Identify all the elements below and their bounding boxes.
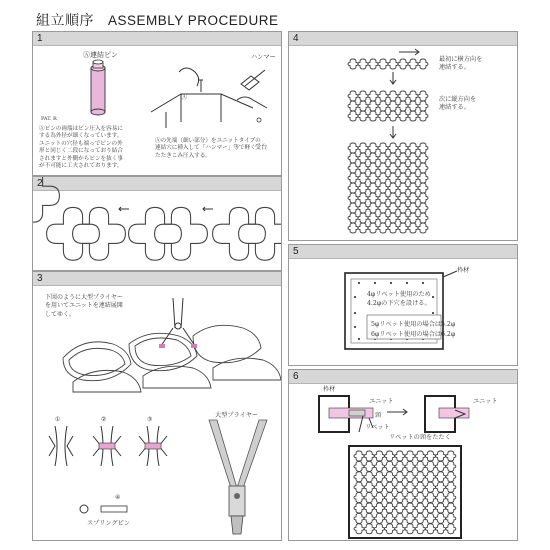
lattice-unit <box>358 101 368 111</box>
connecting-pin-illustration <box>85 62 115 122</box>
lattice-unit <box>436 503 446 513</box>
lattice-unit <box>408 153 418 163</box>
lattice-unit <box>398 91 408 101</box>
lattice-unit <box>378 59 388 69</box>
lattice-unit <box>405 472 415 482</box>
lattice-unit <box>358 111 368 121</box>
lattice-unit <box>388 183 398 193</box>
lattice-unit <box>425 472 435 482</box>
lattice-unit <box>398 111 408 121</box>
rivet-label: リベット <box>365 424 390 431</box>
lattice-unit <box>436 451 446 461</box>
lattice-unit <box>348 173 358 183</box>
lattice-unit <box>436 472 446 482</box>
lattice-unit <box>446 493 456 503</box>
lattice-unit <box>354 451 364 461</box>
lattice-unit <box>368 173 378 183</box>
lattice-unit <box>354 524 364 534</box>
lattice-unit <box>368 223 378 233</box>
step-1-label: ① <box>55 416 61 423</box>
lattice-unit <box>398 213 408 223</box>
lattice-unit <box>368 183 378 193</box>
lattice-unit <box>368 193 378 203</box>
panel-number: 1 <box>37 33 43 44</box>
lattice-unit <box>374 503 384 513</box>
frame-label: 枠材 <box>457 267 470 274</box>
lattice-unit <box>405 513 415 523</box>
panel-header <box>33 272 281 286</box>
lattice-unit <box>368 101 378 111</box>
lattice-unit <box>388 213 398 223</box>
lattice-unit <box>368 91 378 101</box>
lattice-unit <box>348 153 358 163</box>
lattice-unit <box>398 173 408 183</box>
lattice-unit <box>374 482 384 492</box>
panel-number: 6 <box>293 371 299 382</box>
lattice-unit <box>446 482 456 492</box>
lattice-unit <box>388 173 398 183</box>
assembly-sequence-grids <box>289 44 518 241</box>
lattice-unit <box>446 503 456 513</box>
lattice-unit <box>446 524 456 534</box>
lattice-unit <box>358 203 368 213</box>
lattice-unit <box>418 193 428 203</box>
lattice-unit <box>358 183 368 193</box>
lattice-unit <box>378 163 388 173</box>
lattice-unit <box>358 213 368 223</box>
lattice-unit <box>368 203 378 213</box>
panel-number: 2 <box>37 178 43 189</box>
lattice-unit <box>385 482 395 492</box>
lattice-unit <box>388 223 398 233</box>
lattice-unit <box>398 163 408 173</box>
lattice-unit <box>368 59 378 69</box>
hammer-illustration <box>141 50 281 130</box>
lattice-unit <box>446 472 456 482</box>
note-horizontal: 最初に横方向を 連結する。 <box>439 56 483 72</box>
lattice-unit <box>388 163 398 173</box>
lattice-unit <box>415 472 425 482</box>
panel-1 <box>32 31 282 176</box>
lattice-unit <box>446 461 456 471</box>
lattice-unit <box>395 482 405 492</box>
lattice-unit <box>405 482 415 492</box>
lattice-unit <box>405 461 415 471</box>
lattice-unit <box>358 59 368 69</box>
lattice-unit <box>395 451 405 461</box>
lattice-unit <box>408 111 418 121</box>
lattice-unit <box>415 451 425 461</box>
lattice-unit <box>408 101 418 111</box>
lattice-unit <box>348 163 358 173</box>
lattice-unit <box>348 111 358 121</box>
step-2-label: ② <box>101 416 107 423</box>
lattice-unit <box>408 223 418 233</box>
lattice-unit <box>415 503 425 513</box>
lattice-unit <box>378 203 388 213</box>
step-4-label: ④ <box>115 494 121 501</box>
lattice-unit <box>374 513 384 523</box>
panel-6 <box>288 369 518 541</box>
lattice-unit <box>408 193 418 203</box>
right-arrow-icon <box>399 49 419 55</box>
lattice-unit <box>354 461 364 471</box>
lattice-unit <box>388 111 398 121</box>
lattice-unit <box>348 213 358 223</box>
lattice-unit <box>408 163 418 173</box>
lattice-unit <box>418 153 428 163</box>
framed-panel-grid <box>289 442 518 541</box>
lattice-unit <box>408 143 418 153</box>
spring-pin-label: スプリングピン <box>87 520 130 527</box>
drill-note-line2: 4.2φの下穴を設ける。 <box>367 300 431 307</box>
panel-header <box>33 32 281 46</box>
lattice-unit <box>408 203 418 213</box>
lattice-unit <box>398 143 408 153</box>
lattice-unit <box>358 163 368 173</box>
lattice-unit <box>388 101 398 111</box>
lattice-unit <box>374 493 384 503</box>
lattice-unit <box>385 472 395 482</box>
lattice-unit <box>405 503 415 513</box>
lattice-unit <box>378 153 388 163</box>
lattice-unit <box>358 91 368 101</box>
page-title <box>36 10 279 30</box>
callout-a: Ⓐ <box>181 94 188 101</box>
lattice-unit <box>378 101 388 111</box>
lattice-unit <box>358 223 368 233</box>
lattice-unit <box>364 472 374 482</box>
lattice-unit <box>368 143 378 153</box>
lattice-unit <box>418 59 428 69</box>
down-arrow-icon <box>390 72 396 84</box>
receiver-label: 受台 <box>255 144 268 151</box>
lattice-unit <box>374 461 384 471</box>
note-vertical: 次に縦方向を 連結する。 <box>439 96 477 112</box>
lattice-unit <box>358 173 368 183</box>
lattice-unit <box>388 193 398 203</box>
lattice-unit <box>425 461 435 471</box>
drill-note-6mm: 6φリベット使用の場合は6.2φ <box>371 331 456 338</box>
lattice-unit <box>415 493 425 503</box>
lattice-unit <box>385 461 395 471</box>
lattice-unit <box>385 451 395 461</box>
lattice-unit <box>418 143 428 153</box>
lattice-unit <box>374 451 384 461</box>
lattice-unit <box>348 223 358 233</box>
pat-label: PAT. R <box>41 116 57 122</box>
lattice-unit <box>385 493 395 503</box>
lattice-unit <box>395 472 405 482</box>
unit-linking-diagram <box>33 191 282 271</box>
lattice-unit <box>398 223 408 233</box>
panel-3 <box>32 271 282 541</box>
lattice-unit <box>378 223 388 233</box>
lattice-unit <box>395 461 405 471</box>
lattice-unit <box>408 59 418 69</box>
lattice-unit <box>388 59 398 69</box>
lattice-unit <box>358 153 368 163</box>
lattice-unit <box>354 493 364 503</box>
drill-note-line1: 4φリベット使用のため <box>367 291 431 298</box>
lattice-unit <box>364 451 374 461</box>
lattice-unit <box>398 101 408 111</box>
lattice-unit <box>388 153 398 163</box>
lattice-unit <box>348 101 358 111</box>
frame-drilling-diagram <box>289 257 518 366</box>
lattice-unit <box>436 493 446 503</box>
lattice-unit <box>415 461 425 471</box>
unit-label-left: ユニット <box>369 398 394 405</box>
unit-label-right: ユニット <box>473 398 498 405</box>
lattice-unit <box>368 111 378 121</box>
lattice-unit <box>358 193 368 203</box>
lattice-unit <box>364 524 374 534</box>
lattice-unit <box>378 143 388 153</box>
neck-label: 頸 <box>375 412 382 419</box>
lattice-unit <box>388 203 398 213</box>
lattice-unit <box>368 163 378 173</box>
lattice-unit <box>425 451 435 461</box>
panel-2 <box>32 176 282 271</box>
lattice-unit <box>354 472 364 482</box>
lattice-unit <box>348 193 358 203</box>
frame-label: 枠材 <box>323 386 336 393</box>
lattice-unit <box>418 173 428 183</box>
lattice-unit <box>385 524 395 534</box>
lattice-unit <box>395 493 405 503</box>
lattice-unit <box>358 143 368 153</box>
panel-header <box>33 177 281 191</box>
lattice-unit <box>395 513 405 523</box>
plier-linking-illustration <box>33 288 282 398</box>
lattice-unit <box>385 513 395 523</box>
panel-4 <box>288 31 518 241</box>
lattice-unit <box>408 91 418 101</box>
lattice-unit <box>446 451 456 461</box>
lattice-unit <box>418 223 428 233</box>
title-jp: 組立順序 <box>36 13 94 29</box>
lattice-unit <box>388 91 398 101</box>
lattice-unit <box>364 461 374 471</box>
lattice-unit <box>408 173 418 183</box>
lattice-unit <box>378 213 388 223</box>
lattice-unit <box>348 91 358 101</box>
lattice-unit <box>408 183 418 193</box>
lattice-unit <box>385 503 395 513</box>
lattice-unit <box>368 213 378 223</box>
panel-5 <box>288 244 518 366</box>
lattice-unit <box>378 111 388 121</box>
lattice-unit <box>415 513 425 523</box>
lattice-unit <box>408 213 418 223</box>
lattice-unit <box>348 143 358 153</box>
lattice-unit <box>425 493 435 503</box>
lattice-unit <box>378 91 388 101</box>
plier-instruction: 下図のように大型プライヤー を用いてユニットを連結展開 してゆく。 <box>45 294 123 318</box>
lattice-unit <box>354 513 364 523</box>
lattice-unit <box>436 513 446 523</box>
panel-header <box>289 370 517 384</box>
lattice-unit <box>395 524 405 534</box>
lattice-unit <box>348 183 358 193</box>
big-plier-label: 大型プライヤー <box>215 412 259 419</box>
lattice-unit <box>398 203 408 213</box>
hammer-label: ハンマー <box>251 54 276 61</box>
lattice-unit <box>405 451 415 461</box>
lattice-unit <box>415 482 425 492</box>
lattice-unit <box>418 101 428 111</box>
down-arrow-icon <box>390 126 396 138</box>
step-3-label: ③ <box>147 416 153 423</box>
lattice-unit <box>425 482 435 492</box>
lattice-unit <box>364 493 374 503</box>
pin-description: Ⓐピンの両端はピン圧入を容易に する為外径が細くなっています。 ユニットの穴径も端っでピンの外 形と同じく二段になっており結合 されますと外側からピンを抜く事 が不可能に工夫されております。 <box>39 126 123 170</box>
lattice-unit <box>364 513 374 523</box>
panel-number: 4 <box>293 33 299 44</box>
lattice-unit <box>368 153 378 163</box>
lattice-unit <box>418 91 428 101</box>
lattice-unit <box>418 163 428 173</box>
lattice-unit <box>446 513 456 523</box>
pin-label: Ⓐ連結ピン <box>83 51 118 59</box>
lattice-unit <box>418 213 428 223</box>
lattice-unit <box>425 524 435 534</box>
lattice-unit <box>354 503 364 513</box>
lattice-unit <box>388 143 398 153</box>
lattice-unit <box>418 111 428 121</box>
lattice-unit <box>378 173 388 183</box>
lattice-unit <box>398 183 408 193</box>
lattice-unit <box>398 193 408 203</box>
big-plier-icon <box>203 418 273 538</box>
drill-note-5mm: 5φリベット使用の場合は5.2φ <box>371 321 456 328</box>
lattice-unit <box>418 183 428 193</box>
pin-steps-illustration <box>41 426 191 486</box>
panel-number: 3 <box>37 273 43 284</box>
lattice-unit <box>425 503 435 513</box>
lattice-unit <box>405 524 415 534</box>
lattice-unit <box>436 461 446 471</box>
title-en: ASSEMBLY PROCEDURE <box>108 13 279 28</box>
lattice-unit <box>398 59 408 69</box>
lattice-unit <box>436 482 446 492</box>
lattice-unit <box>405 493 415 503</box>
lattice-unit <box>398 153 408 163</box>
spring-pin-icons <box>77 502 157 516</box>
rivet-tap-label: リベットの頸をたたく <box>389 434 451 441</box>
frame-border <box>349 446 461 538</box>
lattice-unit <box>378 183 388 193</box>
lattice-unit <box>425 513 435 523</box>
lattice-unit <box>364 482 374 492</box>
lattice-unit <box>418 203 428 213</box>
lattice-unit <box>436 524 446 534</box>
lattice-unit <box>374 472 384 482</box>
lattice-unit <box>348 59 358 69</box>
insertion-instructions: Ⓐの先端（細い部分）をユニットタイプの 連結穴に挿入して「ハンマー」等で軽く たたきこみ圧入する。 <box>155 138 261 159</box>
lattice-unit <box>415 524 425 534</box>
lattice-unit <box>354 482 364 492</box>
panel-number: 5 <box>293 246 299 257</box>
lattice-unit <box>364 503 374 513</box>
lattice-unit <box>374 524 384 534</box>
lattice-unit <box>395 503 405 513</box>
lattice-unit <box>348 203 358 213</box>
lattice-unit <box>378 193 388 203</box>
